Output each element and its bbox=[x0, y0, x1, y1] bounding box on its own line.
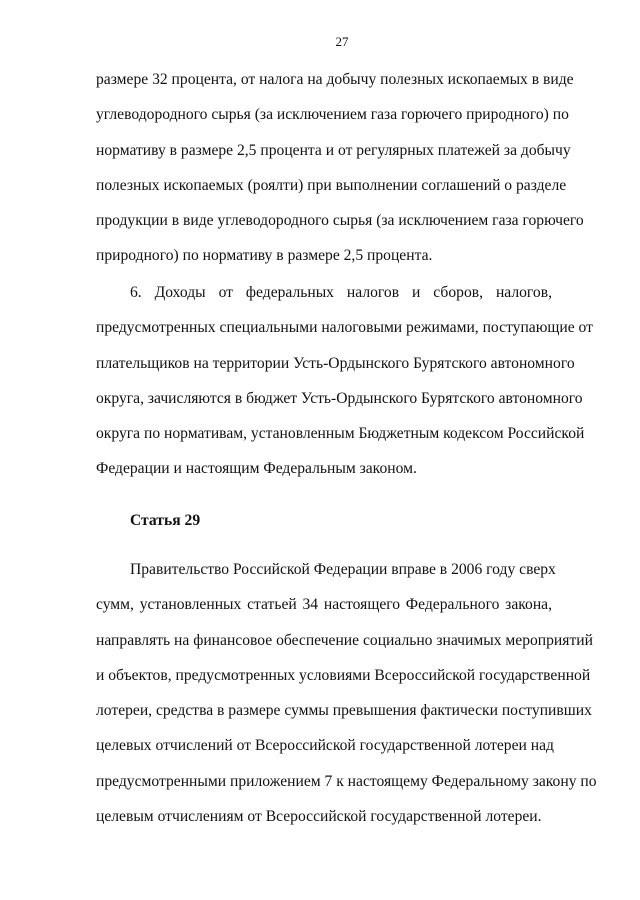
text-line: целевым отчислениям от Всероссийской государственной лотереи. bbox=[96, 808, 542, 826]
article-heading: Статья 29 bbox=[130, 512, 201, 529]
text-line: нормативу в размере 2,5 процента и от регулярных платежей за добычу bbox=[96, 141, 571, 159]
text-line: полезных ископаемых (роялти) при выполнении соглашений о разделе bbox=[96, 176, 567, 194]
text-line: направлять на финансовое обеспечение социально значимых мероприятий bbox=[96, 631, 593, 649]
text-line: округа по нормативам, установленным Бюджетным кодексом Российской bbox=[96, 425, 585, 443]
text-line: плательщиков на территории Усть-Ордынского Бурятского автономного bbox=[96, 354, 575, 372]
text-line: и объектов, предусмотренных условиями Всероссийской государственной bbox=[96, 666, 591, 684]
article-29-paragraph bbox=[96, 552, 597, 834]
text-line: природного) по нормативу в размере 2,5 процента. bbox=[96, 247, 433, 265]
text-line: продукции в виде углеводородного сырья (за исключением газа горючего bbox=[96, 212, 584, 230]
text-line: 6. Доходы от федеральных налогов и сборов, налогов, bbox=[130, 284, 552, 301]
text-line: сумм, установленных статьей 34 настоящего Федерального закона, bbox=[96, 596, 552, 614]
text-line: размере 32 процента, от налога на добычу полезных ископаемых в виде bbox=[96, 71, 574, 88]
text-line: округа, зачисляются в бюджет Усть-Ордынского Бурятского автономного bbox=[96, 389, 583, 407]
text-line: Правительство Российской Федерации вправе в 2006 году сверх bbox=[130, 561, 556, 578]
text-line: Федерации и настоящим Федеральным законом. bbox=[96, 460, 417, 478]
page-number: 27 bbox=[335, 34, 349, 49]
text-line: углеводородного сырья (за исключением газа горючего природного) по bbox=[96, 106, 569, 124]
paragraph-continued bbox=[96, 62, 584, 274]
text-line: лотереи, средства в размере суммы превышения фактически поступивших bbox=[96, 702, 592, 720]
text-line: целевых отчислений от Всероссийской государственной лотереи над bbox=[96, 737, 554, 755]
text-line: предусмотренными приложением 7 к настоящему Федеральному закону по bbox=[96, 772, 597, 790]
text-line: предусмотренных специальными налоговыми режимами, поступающие от bbox=[96, 319, 593, 337]
paragraph-6 bbox=[96, 275, 593, 487]
